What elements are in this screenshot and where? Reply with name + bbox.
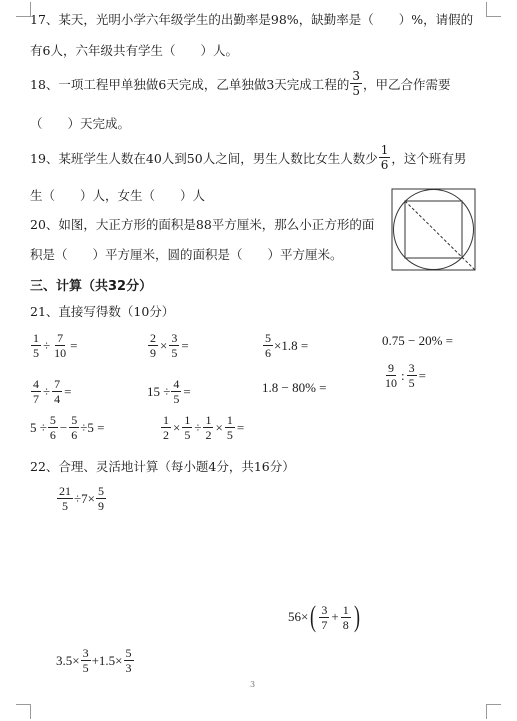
num: 5 (71, 413, 78, 427)
q21-problem-3 (262, 332, 308, 359)
den: 5 (171, 346, 178, 360)
frac (124, 647, 134, 674)
num: 1 (184, 413, 191, 427)
q21-problem-6 (147, 378, 192, 405)
q22-expression-2 (288, 600, 362, 634)
num: 1 (33, 331, 39, 345)
expression-pre: 15 ÷ (147, 383, 171, 399)
frac (69, 414, 79, 441)
frac (96, 485, 106, 512)
q18-frac-den: 5 (352, 84, 360, 98)
den: 5 (184, 428, 191, 442)
operator: + (331, 609, 339, 624)
operator: − (59, 419, 68, 435)
frac (31, 332, 41, 359)
equals: = (418, 367, 426, 383)
q21-problem-9 (30, 414, 104, 441)
frac (169, 332, 179, 359)
operator: ÷ (194, 419, 202, 435)
frac (383, 362, 399, 389)
frac (341, 604, 351, 631)
right-paren: ) (353, 600, 360, 633)
den: 2 (163, 428, 169, 442)
den: 3 (125, 661, 132, 675)
frac (182, 414, 192, 441)
frac (81, 647, 91, 674)
q19-fraction (379, 144, 391, 171)
frac (48, 414, 58, 441)
left-paren: ( (310, 600, 317, 633)
num: 5 (125, 646, 132, 660)
operator: × (173, 419, 181, 435)
num: 5 (49, 413, 56, 427)
q20-line1: 20、如图，大正方形的面积是88平方厘米，那么小正方形的面 (30, 217, 375, 232)
q22-expression-3 (56, 647, 135, 674)
q20-line2: 积是（ ）平方厘米，圆的面积是（ ）平方厘米。 (30, 247, 343, 262)
frac (203, 414, 213, 441)
q18-line1 (30, 70, 450, 97)
den: 7 (33, 392, 39, 406)
operator: ÷ (43, 337, 51, 353)
q18-line2: （ ）天完成。 (30, 116, 131, 131)
frac (161, 414, 171, 441)
frac (57, 485, 73, 512)
q21-problem-2 (147, 332, 190, 359)
q21-title: 21、直接写得数（10分） (30, 304, 175, 319)
operator: × (160, 337, 168, 353)
den: 9 (97, 499, 104, 513)
q22-expression-1 (56, 485, 107, 512)
num: 9 (388, 361, 394, 375)
num: 1 (205, 413, 212, 427)
q21-problem-7: 1.8 − 80% = (262, 380, 327, 395)
operator: : (401, 367, 405, 383)
num: 4 (33, 377, 39, 391)
q18-text-b: ，甲乙合作需要 (362, 76, 451, 92)
num: 1 (163, 413, 169, 427)
frac (31, 378, 41, 405)
q21-problem-1 (30, 332, 78, 359)
q19-text-b: ，这个班有男 (391, 150, 467, 166)
q19-line1 (30, 144, 466, 171)
frac (407, 362, 417, 389)
q17-line2: 有6人，六年级共有学生（ ）人。 (30, 43, 238, 58)
expression-mid: +1.5× (91, 652, 123, 668)
den: 5 (408, 376, 415, 390)
den: 2 (205, 428, 212, 442)
equals: = (236, 419, 245, 435)
q22-title: 22、合理、灵活地计算（每小题4分，共16分） (30, 459, 295, 474)
den: 9 (150, 346, 156, 360)
num: 5 (265, 331, 271, 345)
equals: = (183, 383, 191, 399)
q19-line2: 生（ ）人，女生（ ）人 (30, 188, 206, 203)
expression-rest: ×1.8 = (274, 337, 309, 353)
den: 6 (49, 428, 56, 442)
num: 7 (57, 331, 64, 345)
frac (263, 332, 273, 359)
den: 10 (385, 376, 397, 390)
dashed-diagonal (405, 201, 475, 270)
den: 5 (33, 346, 39, 360)
q21-problem-5 (30, 378, 72, 405)
num: 3 (321, 602, 328, 617)
frac (52, 332, 68, 359)
den: 4 (54, 392, 61, 406)
q21-problem-8 (382, 362, 427, 389)
equals: = (181, 337, 189, 353)
den: 6 (265, 346, 271, 360)
operator: × (215, 419, 223, 435)
q19-frac-den: 6 (380, 158, 389, 172)
q18-text-a: 18、一项工程甲单独做6天完成，乙单独做3天完成工程的 (30, 76, 350, 92)
num: 3 (82, 646, 89, 660)
q19-frac-num: 1 (380, 143, 389, 157)
q19-text-a: 19、某班学生人数在40人到50人之间，男生人数比女生人数少 (30, 150, 378, 166)
den: 6 (71, 428, 78, 442)
num: 1 (226, 413, 233, 427)
q18-frac-num: 3 (352, 69, 360, 83)
den: 5 (62, 499, 68, 513)
q21-problem-10 (160, 414, 245, 441)
num: 3 (171, 331, 178, 345)
operator: ÷ (43, 383, 51, 399)
corner-mark-top-right (486, 2, 501, 17)
num: 7 (54, 377, 61, 391)
den: 8 (342, 617, 349, 632)
num: 4 (173, 377, 180, 391)
frac (52, 378, 62, 405)
corner-mark-bottom-left (16, 704, 31, 719)
q17-line1: 17、某天，光明小学六年级学生的出勤率是98%，缺勤率是（ ）%，请假的 (30, 12, 474, 27)
expression-pre: 5 ÷ (30, 419, 47, 435)
den: 5 (226, 428, 233, 442)
frac (148, 332, 158, 359)
equals: = (70, 337, 78, 353)
equals: = (64, 383, 72, 399)
square-circle-figure (391, 188, 477, 272)
den: 5 (173, 392, 180, 406)
corner-mark-bottom-right (486, 704, 501, 719)
frac (319, 604, 329, 631)
den: 5 (82, 661, 89, 675)
frac (225, 414, 235, 441)
num: 21 (59, 484, 71, 498)
den: 10 (54, 346, 67, 360)
section-three-heading: 三、计算（共32分） (30, 279, 153, 294)
page-number: 3 (250, 680, 256, 689)
den: 7 (321, 617, 328, 632)
expression-pre: 56× (288, 609, 309, 624)
num: 1 (342, 602, 349, 617)
expression-rest: ÷5 = (80, 419, 105, 435)
frac (171, 378, 181, 405)
expression-mid: ÷7× (74, 490, 95, 506)
num: 5 (97, 484, 104, 498)
num: 3 (408, 361, 415, 375)
corner-mark-top-left (16, 2, 31, 17)
expression-pre: 3.5× (56, 652, 80, 668)
q21-problem-4: 0.75 − 20% = (382, 333, 453, 348)
num: 2 (150, 331, 156, 345)
q18-fraction (350, 70, 362, 97)
